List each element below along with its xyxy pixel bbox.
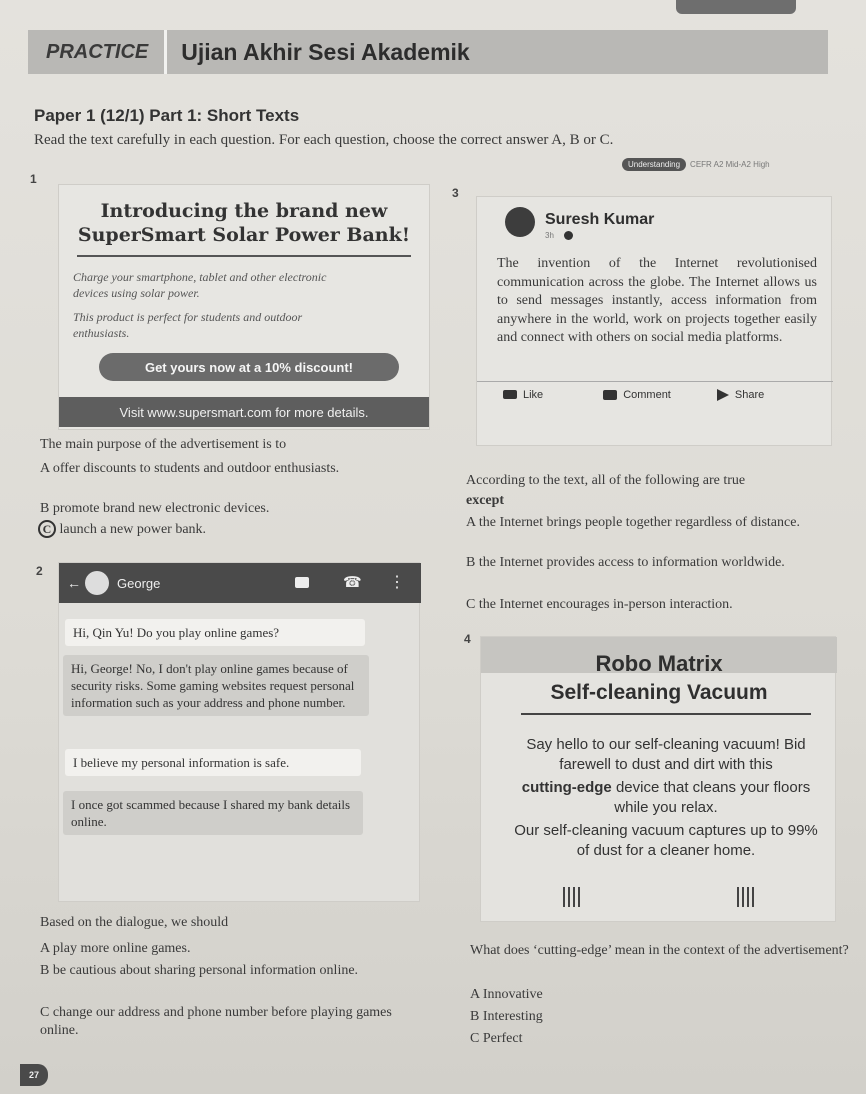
question-1-stem: The main purpose of the advertisement is to <box>40 437 287 452</box>
comment-label: Comment <box>623 388 671 401</box>
like-icon <box>503 390 517 399</box>
ad-paragraph-2-rest: device that cleans your floors while you relax. <box>611 779 811 816</box>
level-pill: Understanding <box>622 158 686 171</box>
question-3-option-a[interactable]: A the Internet brings people together regardless of distance. <box>466 515 800 530</box>
solar-power-bank-ad <box>58 184 430 430</box>
post-meta <box>545 231 573 240</box>
discount-banner: Get yours now at a 10% discount! <box>99 353 399 381</box>
avatar <box>85 571 109 595</box>
top-decoration-tab <box>676 0 796 14</box>
ad-paragraph-3: Our self-cleaning vacuum captures up to 99% of dust for a cleaner home. <box>514 822 818 859</box>
question-2-option-b[interactable]: B be cautious about sharing personal information online. <box>40 963 359 978</box>
comment-button[interactable] <box>603 389 671 401</box>
post-time: 3h <box>545 231 554 240</box>
ad-paragraph-1: Say hello to our self-cleaning vacuum! Bid farewell to dust and dirt with this <box>526 736 806 773</box>
question-number-1: 1 <box>30 172 37 186</box>
back-arrow-icon[interactable]: ← <box>67 575 81 591</box>
like-button[interactable] <box>503 389 543 401</box>
chat-contact-name: George <box>117 575 161 591</box>
post-text: The invention of the Internet revolutionised communication across the globe. The Internet allows us to send messages instantly, access information from anywhere in the world, work on projects together easily and connect with others on social media platforms. <box>497 256 817 345</box>
phone-icon[interactable]: ☎ <box>343 574 362 591</box>
visit-website-bar: Visit www.supersmart.com for more details. <box>59 397 429 427</box>
question-2-stem: Based on the dialogue, we should <box>40 915 229 930</box>
like-label: Like <box>523 388 544 401</box>
question-number-2: 2 <box>36 564 43 578</box>
globe-icon <box>564 231 573 240</box>
practice-tag: PRACTICE <box>28 30 167 74</box>
social-media-post <box>476 196 832 446</box>
question-3-option-b[interactable]: B the Internet provides access to information worldwide. <box>466 555 785 570</box>
header-band <box>28 30 828 74</box>
ad-title: Introducing the brand new SuperSmart Solar Power Bank! <box>77 200 411 246</box>
ad-body-line-1: Charge your smartphone, tablet and other electronic devices using solar power. <box>73 270 327 300</box>
chat-message-2: Hi, George! No, I don't play online games because of security risks. Some gaming websites request personal information such as your address and phone number. <box>63 655 369 716</box>
post-actions <box>477 381 833 407</box>
paper-title: Paper 1 (12/1) Part 1: Short Texts <box>34 106 300 125</box>
ad-brand-title: Robo Matrix <box>595 651 723 676</box>
question-1-option-a[interactable]: A offer discounts to students and outdoor enthusiasts. <box>40 461 340 476</box>
question-3-except: except <box>466 493 505 508</box>
ad-body-line-2: This product is perfect for students and outdoor enthusiasts. <box>73 310 303 340</box>
video-call-icon[interactable] <box>295 577 309 588</box>
chat-message-4: I once got scammed because I shared my bank details online. <box>63 791 363 835</box>
question-1-option-b[interactable]: B promote brand new electronic devices. <box>40 501 270 516</box>
instructions: Read the text carefully in each question. For each question, choose the correct answer A, B or C. <box>34 132 614 148</box>
ad-divider <box>521 713 811 715</box>
question-3-option-c[interactable]: C the Internet encourages in-person interaction. <box>466 597 733 612</box>
question-2-option-c[interactable]: C change our address and phone number before playing games online. <box>40 1005 392 1038</box>
question-number-4: 4 <box>464 632 471 646</box>
share-label: Share <box>734 388 765 401</box>
header-title: Ujian Akhir Sesi Akademik <box>181 38 470 65</box>
question-number-3: 3 <box>452 186 459 200</box>
ad-paragraph-2 <box>511 778 821 817</box>
chat-message-1: Hi, Qin Yu! Do you play online games? <box>65 619 365 646</box>
level-badge <box>622 158 770 171</box>
comment-icon <box>603 390 617 400</box>
question-1-option-c-text: launch a new power bank. <box>59 522 207 537</box>
ad-body <box>511 735 821 864</box>
level-text: CEFR A2 Mid-A2 High <box>690 160 770 169</box>
share-icon <box>717 389 729 401</box>
question-4-option-b[interactable]: B Interesting <box>470 1009 543 1024</box>
chat-window <box>58 562 420 902</box>
cutting-edge-term: cutting-edge <box>521 779 612 796</box>
question-3-stem: According to the text, all of the following are true <box>466 473 746 488</box>
ad-body <box>59 257 429 341</box>
chat-message-3: I believe my personal information is safe. <box>65 749 361 776</box>
vacuum-lines-icon <box>737 887 763 911</box>
avatar <box>505 207 535 237</box>
question-2-option-a[interactable]: A play more online games. <box>40 941 191 956</box>
ad-product-title: Self-cleaning Vacuum <box>550 681 768 704</box>
selected-answer-circle: C <box>38 520 56 538</box>
question-1-option-c[interactable] <box>38 520 428 539</box>
chat-header <box>59 563 421 603</box>
question-4-stem: What does ‘cutting-edge’ mean in the context of the advertisement? <box>470 943 849 958</box>
question-4-option-a[interactable]: A Innovative <box>470 987 543 1002</box>
more-options-icon[interactable]: ⋮ <box>389 574 405 591</box>
share-button[interactable] <box>717 389 764 401</box>
robot-vacuum-ad <box>480 636 836 922</box>
vacuum-lines-icon <box>563 887 589 911</box>
page-number: 27 <box>20 1064 48 1086</box>
question-4-option-c[interactable]: C Perfect <box>470 1031 523 1046</box>
post-author: Suresh Kumar <box>545 211 655 228</box>
